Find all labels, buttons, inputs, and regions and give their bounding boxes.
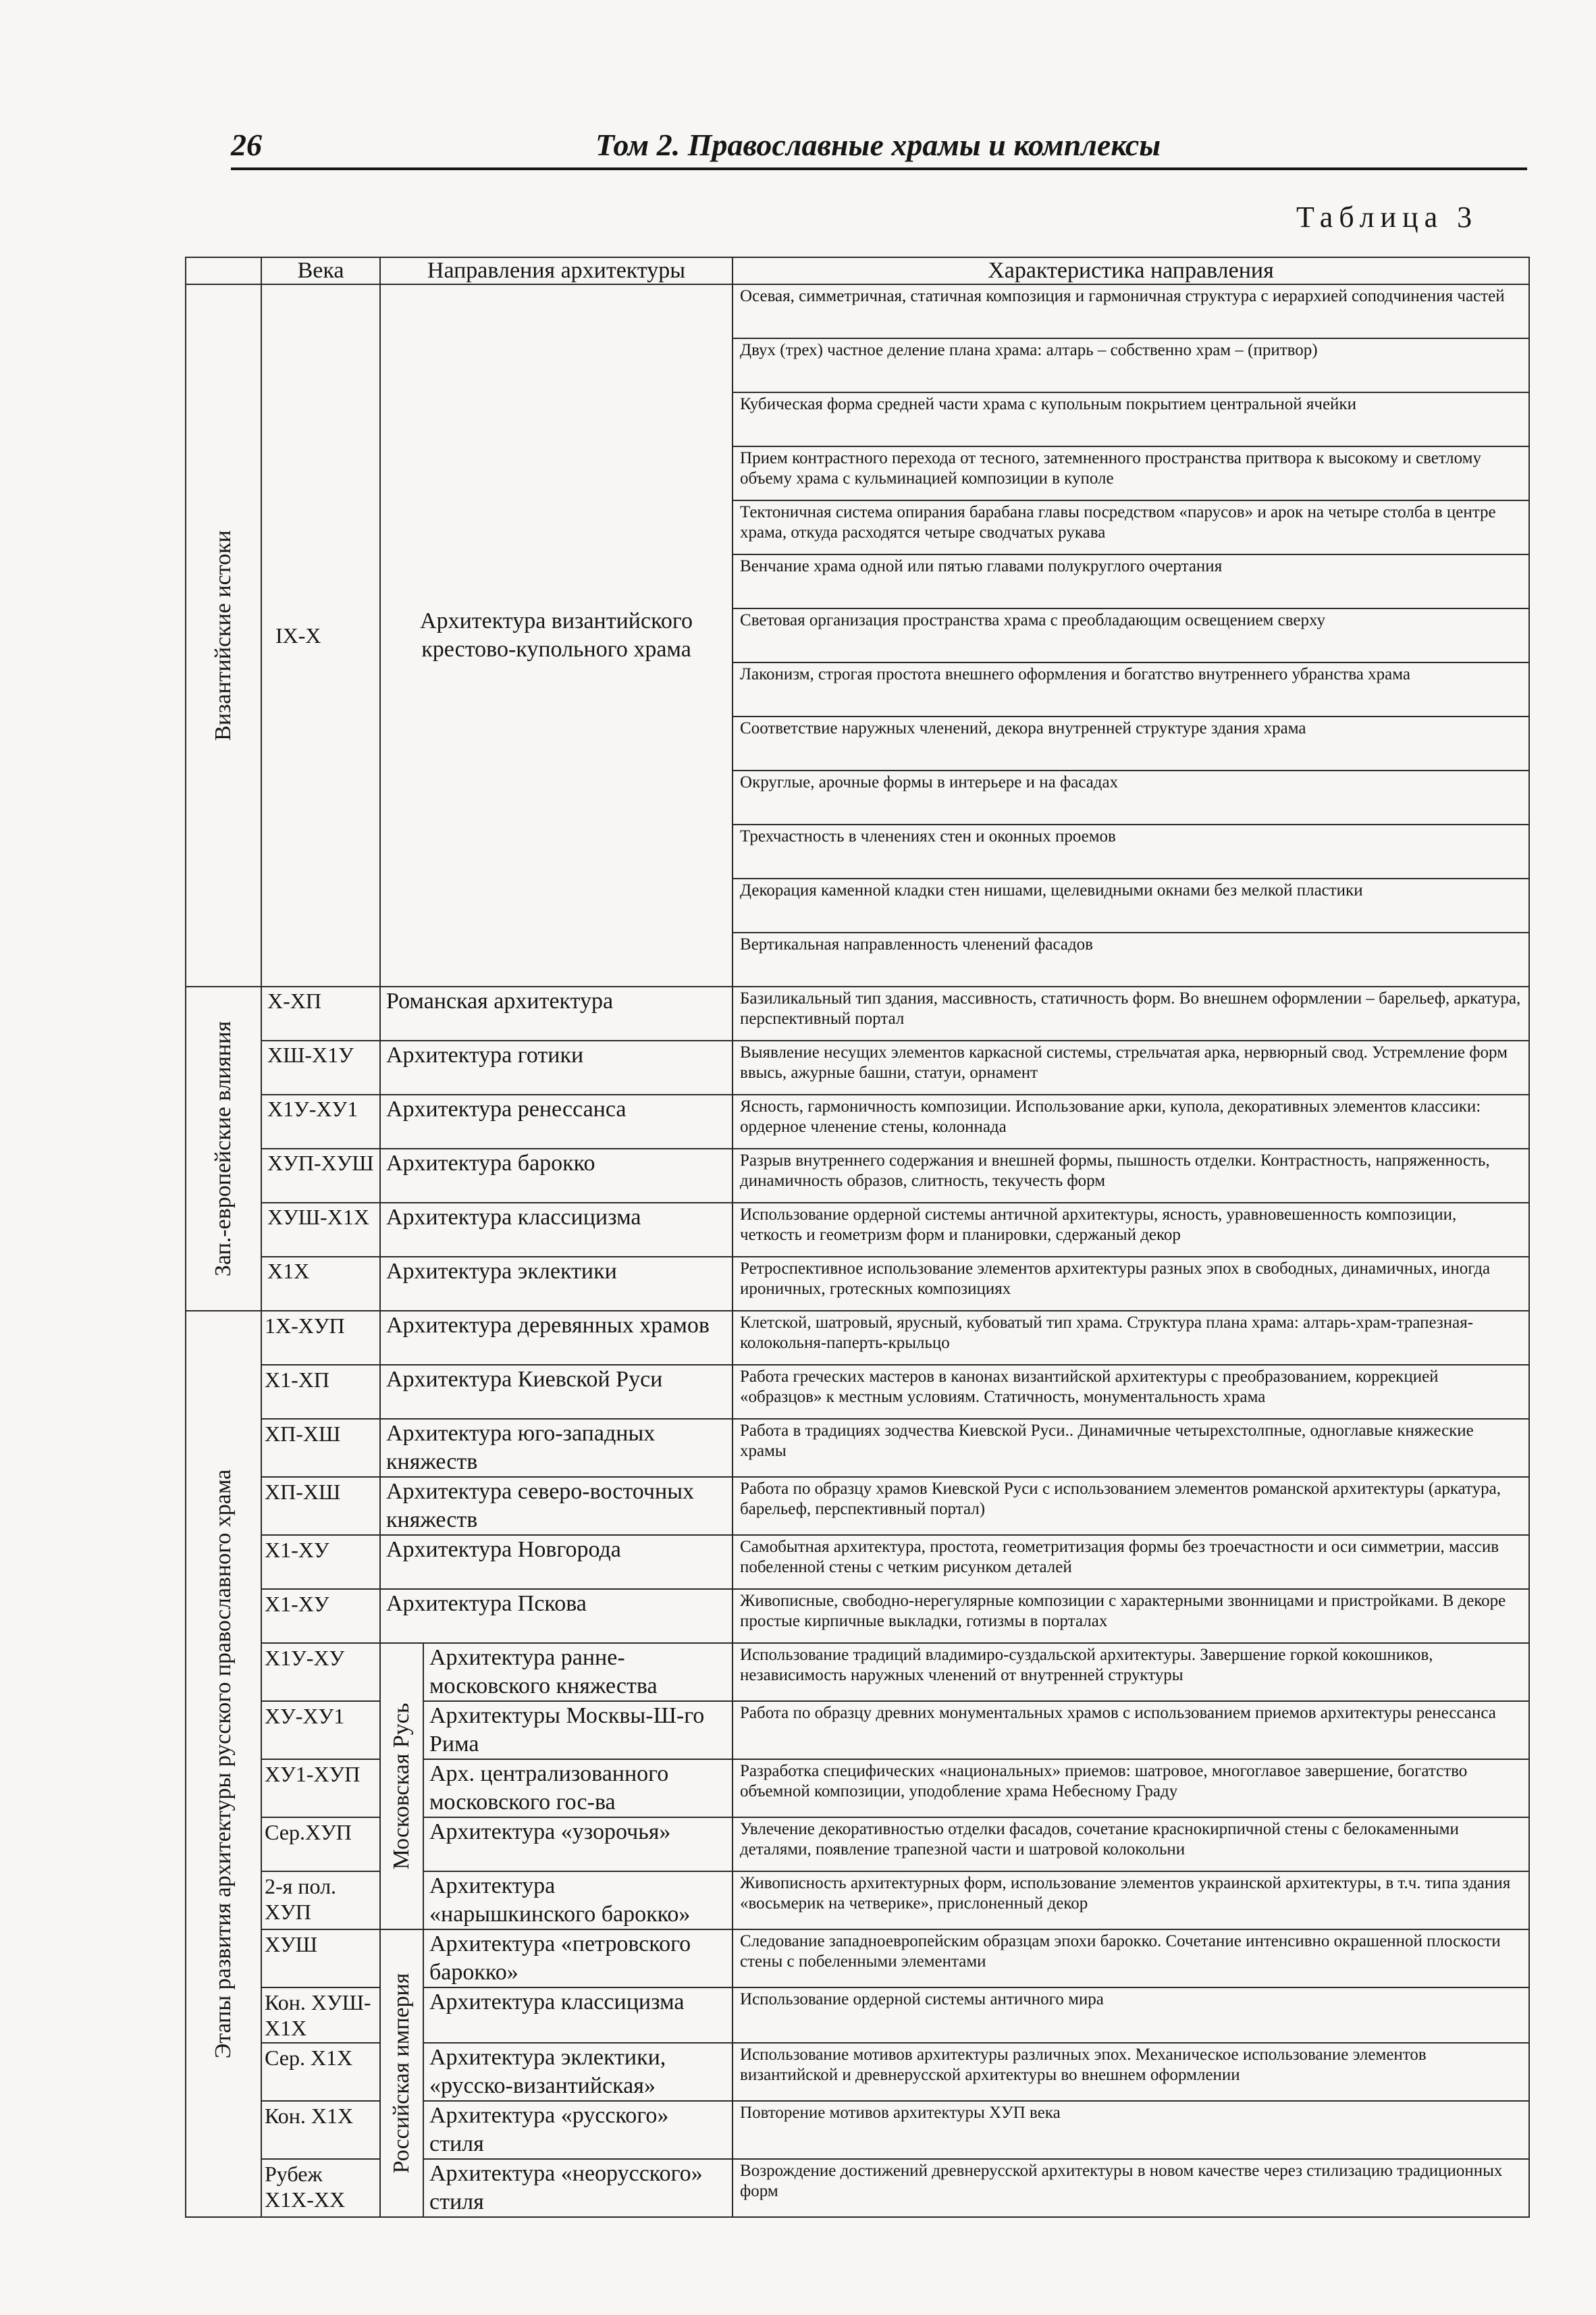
- characteristic-cell: [733, 1817, 1529, 1871]
- characteristic-cell: [733, 1701, 1529, 1759]
- characteristic-cell: [733, 1257, 1529, 1311]
- century-cell: [261, 1871, 380, 1929]
- direction-text: Архитектура барокко: [386, 1151, 595, 1176]
- direction-text: Архитектура деревянных храмов: [386, 1313, 710, 1338]
- characteristic-text: Вертикальная направленность членений фасадов: [740, 935, 1093, 954]
- characteristic-text: Работа по образцу древних монументальных храмов с использованием приемов архитектуры ренессанса: [740, 1704, 1496, 1722]
- characteristic-text: Увлечение декоративностью отделки фасадов, сочетание краснокирпичной стены с белокаменными деталями, появление трапезной части и шатровой колокольни: [740, 1820, 1459, 1858]
- characteristic-cell: [733, 662, 1529, 717]
- corner-cell: [186, 257, 261, 284]
- group-russian: [186, 1311, 261, 2217]
- century-cell: [261, 1149, 380, 1203]
- century-cell: [261, 1041, 380, 1095]
- table-row: [186, 1257, 1529, 1311]
- characteristic-cell: [733, 933, 1529, 987]
- century-text: Кон. Х1Х: [265, 2104, 354, 2128]
- direction-text: Архитектура ренессанса: [386, 1097, 627, 1122]
- col-header-characteristics: Характеристика направления: [733, 257, 1529, 284]
- characteristic-cell: [733, 1477, 1529, 1535]
- characteristic-text: Использование мотивов архитектуры различных эпох. Механическое использование элементов византийской и древнерусской архитектуры во внешнем оформлении: [740, 2046, 1427, 2084]
- direction-text: Архитектура Киевской Руси: [386, 1367, 663, 1392]
- direction-text: Архитектура Новгорода: [386, 1537, 621, 1562]
- century-cell: [261, 1257, 380, 1311]
- characteristic-text: Ясность, гармоничность композиции. Использование арки, купола, декоративных элементов классики: ордерное членение стены, колоннада: [740, 1097, 1481, 1136]
- century-text: Рубеж Х1Х-ХХ: [265, 2162, 346, 2212]
- characteristic-cell: [733, 1643, 1529, 1701]
- characteristic-text: Соответствие наружных членений, декора внутренней структуре здания храма: [740, 719, 1306, 737]
- architecture-table: [185, 257, 1530, 2218]
- table-row: [186, 284, 1529, 338]
- table-row: [186, 1589, 1529, 1643]
- century-cell: [261, 1929, 380, 1987]
- direction-cell: [423, 1987, 733, 2043]
- century-cell: [261, 1535, 380, 1589]
- group-moscow: [380, 1643, 423, 1929]
- century-text: Х1Х: [267, 1259, 310, 1283]
- characteristic-text: Прием контрастного перехода от тесного, затемненного пространства притвора к высокому и светлому объему храма с кульминацией композиции в куполе: [740, 449, 1481, 488]
- characteristic-text: Трехчастность в членениях стен и оконных проемов: [740, 827, 1116, 846]
- characteristic-text: Использование ордерной системы античного мира: [740, 1990, 1104, 2008]
- characteristic-text: Живописность архитектурных форм, использование элементов украинской архитектуры, в т.ч. типа здания «восьмерик на четверике», прислоненный декор: [740, 1874, 1511, 1913]
- century-text: Х1-ХП: [265, 1368, 329, 1392]
- century-cell: [261, 284, 380, 987]
- direction-cell: [423, 1643, 733, 1701]
- characteristic-text: Двух (трех) частное деление плана храма: алтарь – собственно храм – (притвор): [740, 341, 1318, 359]
- century-text: Х1-ХУ: [265, 1592, 329, 1616]
- direction-cell: [380, 1311, 733, 1365]
- century-cell: [261, 987, 380, 1041]
- characteristic-text: Декорация каменной кладки стен нишами, щелевидными окнами без мелкой пластики: [740, 881, 1363, 900]
- direction-cell: [380, 1535, 733, 1589]
- century-cell: [261, 2101, 380, 2159]
- characteristic-cell: [733, 1149, 1529, 1203]
- century-text: 2-я пол. ХУП: [265, 1874, 337, 1924]
- group-western-label: Зап.-европейские влияния: [211, 1020, 236, 1277]
- characteristic-text: Осевая, симметричная, статичная композиция и гармоничная структура с иерархией соподчинения частей: [740, 287, 1505, 305]
- characteristic-cell: [733, 554, 1529, 608]
- century-text: ХШ-Х1У: [267, 1043, 354, 1067]
- century-text: Сер. Х1Х: [265, 2046, 353, 2070]
- direction-cell: [423, 1871, 733, 1929]
- table-label: Таблица 3: [1296, 201, 1479, 234]
- table-row: [186, 1149, 1529, 1203]
- characteristic-cell: [733, 1871, 1529, 1929]
- group-empire: [380, 1929, 423, 2217]
- characteristic-cell: [733, 1535, 1529, 1589]
- group-western: [186, 987, 261, 1311]
- col-header-directions: Направления архитектуры: [380, 257, 733, 284]
- century-cell: [261, 1365, 380, 1419]
- characteristic-cell: [733, 500, 1529, 554]
- century-text: ХУ-ХУ1: [265, 1704, 345, 1728]
- table-row: [186, 1203, 1529, 1257]
- direction-text: Архитектуры Москвы-Ш-го Рима: [429, 1703, 705, 1757]
- direction-cell: [423, 1929, 733, 1987]
- characteristic-text: Световая организация пространства храма с преобладающим освещением сверху: [740, 611, 1326, 629]
- century-cell: [261, 1987, 380, 2043]
- direction-cell: [423, 1759, 733, 1817]
- century-text: Х1-ХУ: [265, 1538, 329, 1562]
- table-row: [186, 1095, 1529, 1149]
- characteristic-text: Использование традиций владимиро-суздальской архитектуры. Завершение горкой кокошников, независимость наружных членений от внутренней структуры: [740, 1646, 1433, 1684]
- direction-text: Архитектура византийского крестово-купольного храма: [420, 608, 693, 662]
- century-text: ХУШ: [265, 1932, 318, 1956]
- characteristic-cell: [733, 717, 1529, 771]
- characteristic-text: Работа по образцу храмов Киевской Руси с использованием элементов романской архитектуры (аркатура, барельеф, перспективный портал): [740, 1480, 1501, 1518]
- century-text: Х1У-ХУ: [265, 1646, 345, 1670]
- century-text: Х1У-ХУ1: [267, 1097, 358, 1121]
- characteristic-text: Работа в традициях зодчества Киевской Руси.. Динамичные четырехстолпные, одноглавые княжеские храмы: [740, 1422, 1474, 1460]
- direction-text: Архитектура «петровского барокко»: [429, 1931, 691, 1985]
- characteristic-cell: [733, 879, 1529, 933]
- characteristic-text: Клетской, шатровый, ярусный, кубоватый тип храма. Структура плана храма: алтарь-храм-трапезная-колокольня-паперть-крыльцо: [740, 1313, 1474, 1352]
- group-byzantine: [186, 284, 261, 987]
- direction-cell: [380, 1095, 733, 1149]
- direction-text: Романская архитектура: [386, 989, 614, 1014]
- table-row: [186, 1929, 1529, 1987]
- direction-text: Архитектура юго-западных княжеств: [386, 1421, 656, 1474]
- direction-text: Архитектура Пскова: [386, 1591, 587, 1616]
- century-cell: [261, 1701, 380, 1759]
- century-cell: [261, 1589, 380, 1643]
- direction-cell: [380, 1477, 733, 1535]
- characteristic-text: Живописные, свободно-нерегулярные композиции с характерными звонницами и пристройками. В декоре простые кирпичные выкладки, готизмы в порталах: [740, 1592, 1506, 1630]
- century-cell: [261, 1311, 380, 1365]
- header-rule: [231, 167, 1527, 170]
- direction-cell: [380, 1419, 733, 1477]
- direction-cell: [380, 1589, 733, 1643]
- characteristic-text: Кубическая форма средней части храма с купольным покрытием центральной ячейки: [740, 395, 1356, 413]
- table-row: [186, 1041, 1529, 1095]
- characteristic-cell: [733, 1203, 1529, 1257]
- characteristic-text: Ретроспективное использование элементов архитектуры разных эпох в свободных, динамичных, иногда ироничных, гротескных композициях: [740, 1259, 1491, 1298]
- direction-text: Архитектура «узорочья»: [429, 1819, 671, 1844]
- direction-text: Архитектура эклектики, «русско-византийская»: [429, 2045, 666, 2098]
- characteristic-text: Венчание храма одной или пятью главами полукруглого очертания: [740, 557, 1223, 575]
- characteristic-cell: [733, 2043, 1529, 2101]
- direction-text: Архитектура «русского» стиля: [429, 2103, 669, 2156]
- direction-text: Архитектура эклектики: [386, 1259, 617, 1284]
- characteristic-text: Разрыв внутреннего содержания и внешней формы, пышность отделки. Контрастность, напряженность, динамичность образов, слитность, текучесть форм: [740, 1151, 1490, 1190]
- characteristic-cell: [733, 608, 1529, 662]
- direction-text: Арх. централизованного московского гос-ва: [429, 1761, 669, 1815]
- characteristic-text: Работа греческих мастеров в канонах византийской архитектуры с преобразованием, коррекцией «образцов» к местным условиям. Статичность, монументальность храма: [740, 1368, 1439, 1406]
- direction-cell: [380, 987, 733, 1041]
- century-text: 1Х-ХУП: [265, 1313, 345, 1338]
- characteristic-cell: [733, 2101, 1529, 2159]
- characteristic-cell: [733, 446, 1529, 500]
- direction-text: Архитектура готики: [386, 1043, 584, 1068]
- page-header: [231, 127, 1527, 170]
- direction-cell: [380, 1041, 733, 1095]
- direction-cell: [423, 2043, 733, 2101]
- characteristic-text: Использование ордерной системы античной архитектуры, ясность, уравновешенность композиции, четкость и геометризм форм и планировки, сдержаный декор: [740, 1205, 1457, 1244]
- century-text: Х-ХП: [267, 989, 321, 1013]
- characteristic-text: Выявление несущих элементов каркасной системы, стрельчатая арка, нервюрный свод. Устремление форм ввысь, ажурные башни, статуи, орнамент: [740, 1043, 1508, 1082]
- century-cell: [261, 1759, 380, 1817]
- table-header-row: [186, 257, 1529, 284]
- group-empire-label: Российская империя: [389, 1973, 414, 2174]
- table-row: [186, 1643, 1529, 1701]
- characteristic-cell: [733, 338, 1529, 392]
- group-byzantine-label: Византийские истоки: [211, 530, 236, 741]
- century-text: ХУ1-ХУП: [265, 1762, 361, 1786]
- century-text: ХП-ХШ: [265, 1422, 341, 1446]
- characteristic-cell: [733, 1311, 1529, 1365]
- century-cell: [261, 1095, 380, 1149]
- table-row: [186, 1365, 1529, 1419]
- direction-cell: [380, 1365, 733, 1419]
- direction-text: Архитектура «нарышкинского барокко»: [429, 1873, 691, 1927]
- characteristic-text: Самобытная архитектура, простота, геометритизация формы без троечастности и оси симметрии, массив побеленной стены с четким рисунком деталей: [740, 1538, 1499, 1576]
- characteristic-cell: [733, 1419, 1529, 1477]
- characteristic-cell: [733, 825, 1529, 879]
- characteristic-cell: [733, 284, 1529, 338]
- century-text: Кон. ХУШ-Х1Х: [265, 1990, 371, 2040]
- characteristic-cell: [733, 2159, 1529, 2217]
- direction-text: Архитектура ранне-московского княжества: [429, 1645, 658, 1698]
- century-cell: [261, 1817, 380, 1871]
- characteristic-cell: [733, 1759, 1529, 1817]
- century-cell: [261, 1477, 380, 1535]
- direction-text: Архитектура «неорусского» стиля: [429, 2161, 703, 2214]
- group-moscow-label: Московская Русь: [389, 1702, 414, 1870]
- characteristic-cell: [733, 1041, 1529, 1095]
- table-row: [186, 1535, 1529, 1589]
- characteristic-text: Лаконизм, строгая простота внешнего оформления и богатство внутреннего убранства храма: [740, 665, 1410, 683]
- table-row: [186, 987, 1529, 1041]
- direction-cell: [423, 2101, 733, 2159]
- characteristic-text: Повторение мотивов архитектуры ХУП века: [740, 2104, 1061, 2122]
- century-text: ХП-ХШ: [265, 1480, 341, 1504]
- characteristic-text: Разработка специфических «национальных» приемов: шатровое, многоглавое завершение, богатство объемной композиции, уподобление храма Небесному Граду: [740, 1762, 1468, 1800]
- characteristic-cell: [733, 1987, 1529, 2043]
- characteristic-cell: [733, 1929, 1529, 1987]
- century-text: IX-X: [275, 623, 321, 648]
- direction-cell: [380, 284, 733, 987]
- century-text: ХУШ-Х1Х: [267, 1205, 369, 1229]
- characteristic-text: Базиликальный тип здания, массивность, статичность форм. Во внешнем оформлении – барельеф, аркатура, перспективный портал: [740, 989, 1521, 1028]
- direction-text: Архитектура классицизма: [386, 1205, 641, 1230]
- characteristic-text: Округлые, арочные формы в интерьере и на фасадах: [740, 773, 1119, 791]
- characteristic-cell: [733, 987, 1529, 1041]
- characteristic-cell: [733, 1095, 1529, 1149]
- century-text: Сер.ХУП: [265, 1820, 352, 1844]
- direction-cell: [423, 1817, 733, 1871]
- characteristic-cell: [733, 771, 1529, 825]
- direction-cell: [380, 1257, 733, 1311]
- century-text: ХУП-ХУШ: [267, 1151, 374, 1175]
- direction-cell: [380, 1203, 733, 1257]
- characteristic-cell: [733, 1365, 1529, 1419]
- century-cell: [261, 1643, 380, 1701]
- direction-cell: [423, 1701, 733, 1759]
- century-cell: [261, 2043, 380, 2101]
- direction-text: Архитектура северо-восточных княжеств: [386, 1479, 695, 1532]
- col-header-centuries: Века: [261, 257, 380, 284]
- direction-text: Архитектура классицизма: [429, 1989, 685, 2014]
- group-russian-label: Этапы развития архитектуры русского православного храма: [211, 1469, 236, 2059]
- characteristic-text: Возрождение достижений древнерусской архитектуры в новом качестве через стилизацию традиционных форм: [740, 2162, 1503, 2200]
- page-title: Том 2. Православные храмы и комплексы: [595, 128, 1161, 162]
- characteristic-cell: [733, 392, 1529, 446]
- century-cell: [261, 1419, 380, 1477]
- direction-cell: [380, 1149, 733, 1203]
- table-row: [186, 1311, 1529, 1365]
- characteristic-text: Тектоничная система опирания барабана главы посредством «парусов» и арок на четыре столба в центре храма, откуда расходятся четыре сводчатых рукава: [740, 503, 1496, 542]
- characteristic-cell: [733, 1589, 1529, 1643]
- century-cell: [261, 2159, 380, 2217]
- direction-cell: [423, 2159, 733, 2217]
- table-row: [186, 1477, 1529, 1535]
- page-number: 26: [231, 128, 262, 162]
- characteristic-text: Следование западноевропейским образцам эпохи барокко. Сочетание интенсивно окрашенной плоскости стены с побеленными элементами: [740, 1932, 1501, 1971]
- table-row: [186, 1419, 1529, 1477]
- century-cell: [261, 1203, 380, 1257]
